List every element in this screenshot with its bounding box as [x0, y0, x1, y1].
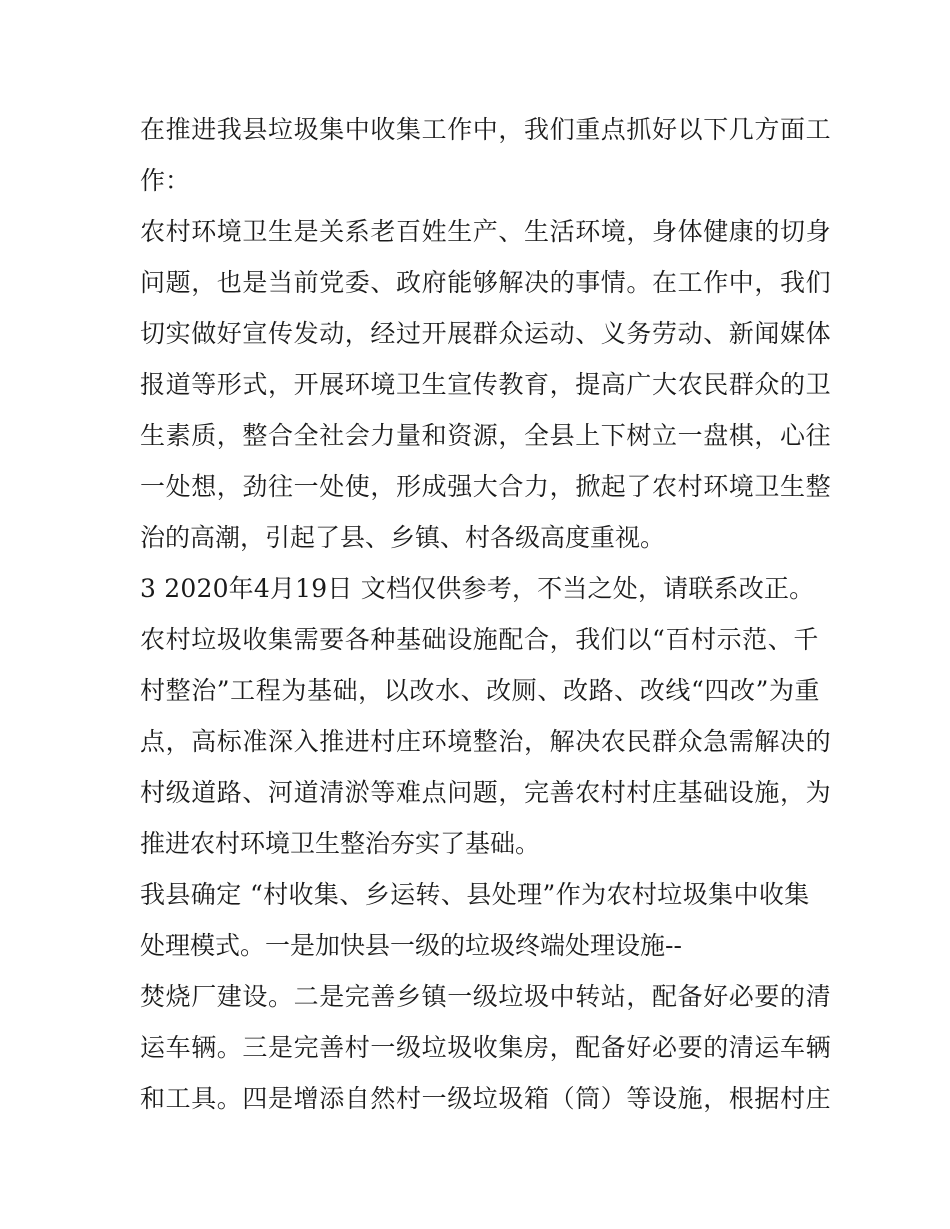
text-line-20: 和工具。四是增添自然村一级垃圾箱（筒）等设施，根据村庄	[140, 1084, 832, 1113]
text-line-7: 生素质，整合全社会力量和资源，全县上下树立一盘棋，心往	[140, 421, 832, 450]
text-line-16: 我县确定 “村收集、乡运转、县处理”作为农村垃圾集中收集	[140, 880, 810, 909]
text-line-14: 村级道路、河道清淤等难点问题，完善农村村庄基础设施，为	[140, 778, 832, 807]
text-line-8: 一处想，劲往一处使，形成强大合力，掀起了农村环境卫生整	[140, 472, 832, 501]
text-line-11: 农村垃圾收集需要各种基础设施配合，我们以“百村示范、千	[140, 625, 819, 654]
text-line-9: 治的高潮，引起了县、乡镇、村各级高度重视。	[140, 523, 666, 552]
footer-note-line: 3 2020年4月19日 文档仅供参考，不当之处，请联系改正。	[140, 574, 815, 603]
text-line-15: 推进农村环境卫生整治夯实了基础。	[140, 829, 541, 858]
text-line-13: 点，高标准深入推进村庄环境整治，解决农民群众急需解决的	[140, 727, 832, 756]
text-line-6: 报道等形式，开展环境卫生宣传教育，提高广大农民群众的卫	[140, 370, 832, 399]
text-line-2: 作：	[140, 166, 191, 195]
text-line-1: 在推进我县垃圾集中收集工作中，我们重点抓好以下几方面工	[140, 115, 832, 144]
text-line-5: 切实做好宣传发动，经过开展群众运动、义务劳动、新闻媒体	[140, 319, 832, 348]
text-line-12: 村整治”工程为基础，以改水、改厕、改路、改线“四改”为重	[140, 676, 821, 705]
text-line-18: 焚烧厂建设。二是完善乡镇一级垃圾中转站，配备好必要的清	[140, 982, 832, 1011]
text-line-3: 农村环境卫生是关系老百姓生产、生活环境，身体健康的切身	[140, 217, 832, 246]
text-line-17: 处理模式。一是加快县一级的垃圾终端处理设施--	[140, 931, 682, 960]
text-line-4: 问题，也是当前党委、政府能够解决的事情。在工作中，我们	[140, 268, 832, 297]
text-line-19: 运车辆。三是完善村一级垃圾收集房，配备好必要的清运车辆	[140, 1033, 832, 1062]
